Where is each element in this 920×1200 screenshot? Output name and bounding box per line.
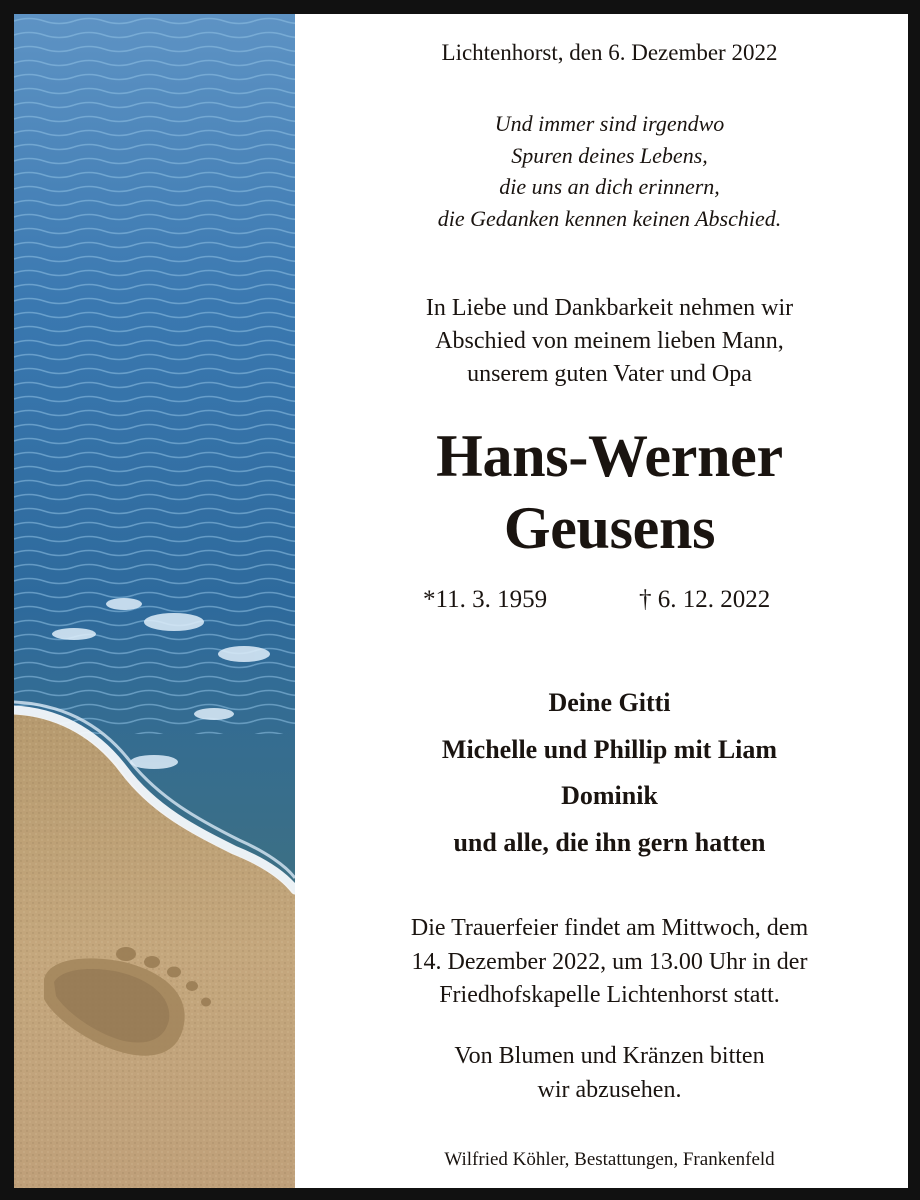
intro-text xyxy=(309,292,910,391)
funeral-line: 14. Dezember 2022, um 13.00 Uhr in der xyxy=(411,948,808,975)
mourner-line: Dominik xyxy=(561,781,658,810)
flowers-line: Von Blumen und Kränzen bitten xyxy=(454,1043,765,1069)
mourners xyxy=(309,680,910,866)
intro-line: unserem guten Vater und Opa xyxy=(467,361,752,387)
poem xyxy=(309,108,910,234)
intro-line: In Liebe und Dankbarkeit nehmen wir xyxy=(425,295,794,321)
funeral-info xyxy=(309,912,910,1013)
notice-text xyxy=(309,14,910,1188)
undertaker: Wilfried Köhler, Bestattungen, Frankenfeld xyxy=(444,1149,775,1170)
intro-line: Abschied von meinem lieben Mann, xyxy=(435,328,784,354)
mourner-line: Deine Gitti xyxy=(548,688,671,717)
beach-footprint-photo xyxy=(14,14,295,1188)
place-date: Lichtenhorst, den 6. Dezember 2022 xyxy=(441,40,778,65)
poem-line: die uns an dich erinnern, xyxy=(499,174,720,199)
flowers-line: wir abzusehen. xyxy=(537,1076,682,1103)
birth-date: *11. 3. 1959 xyxy=(423,586,548,613)
poem-line: Und immer sind irgendwo xyxy=(494,111,725,136)
poem-line: die Gedanken kennen keinen Abschied. xyxy=(437,205,782,231)
mourner-line: Michelle und Phillip mit Liam xyxy=(441,734,778,764)
funeral-line: Die Trauerfeier findet am Mittwoch, dem xyxy=(410,915,809,941)
first-name: Hans-Werner xyxy=(436,423,783,489)
mourner-line: und alle, die ihn gern hatten xyxy=(453,827,766,857)
death-date: † 6. 12. 2022 xyxy=(639,586,771,613)
flowers-request xyxy=(309,1040,910,1107)
poem-line: Spuren deines Lebens, xyxy=(511,142,708,168)
funeral-line: Friedhofskapelle Lichtenhorst statt. xyxy=(439,982,780,1008)
last-name: Geusens xyxy=(503,495,716,561)
deceased-name xyxy=(309,420,910,564)
